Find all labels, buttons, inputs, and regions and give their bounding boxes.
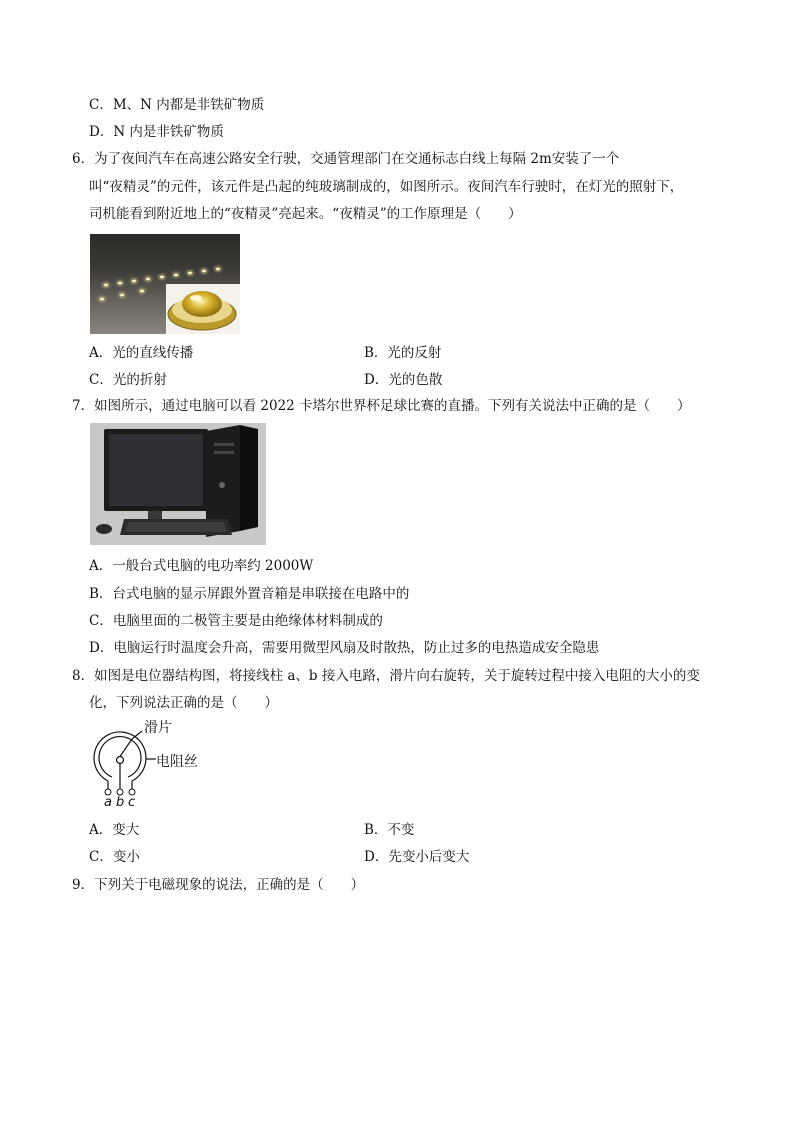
q6-option-a: A．光的直线传播 [89, 345, 194, 361]
terminal-b-label: b [116, 795, 125, 810]
q8-stem-line1: 8．如图是电位器结构图，将接线柱 a、b 接入电路，滑片向右旋转，关于旋转过程中接入电阻的大小的变 [72, 668, 700, 684]
q7-stem-line1: 7．如图所示，通过电脑可以看 2022 卡塔尔世界杯足球比赛的直播。下列有关说法中正确的是（ ） [72, 398, 691, 414]
q6-stem-line2: 叫“夜精灵”的元件，该元件是凸起的纯玻璃制成的，如图所示。夜间汽车行驶时，在灯光的照射下， [89, 179, 684, 195]
q6-option-d: D．光的色散 [364, 372, 443, 388]
potentiometer-diagram [90, 721, 220, 813]
q8-option-d: D．先变小后变大 [364, 849, 470, 865]
q8-option-c: C．变小 [89, 849, 140, 865]
q8-option-a: A．变大 [89, 822, 140, 838]
q6-option-b: B．光的反射 [364, 345, 442, 361]
night-road-reflector-photo [90, 234, 240, 334]
q7-option-c: C．电脑里面的二极管主要是由绝缘体材料制成的 [89, 613, 383, 629]
terminal-c-label: c [128, 795, 136, 810]
q9-stem-line1: 9．下列关于电磁现象的说法，正确的是（ ） [72, 877, 365, 893]
q6-stem-line1: 6．为了夜间汽车在高速公路安全行驶，交通管理部门在交通标志白线上每隔 2m安装了一个 [72, 151, 620, 167]
slider-label: 滑片 [144, 720, 172, 736]
q7-option-a: A．一般台式电脑的电功率约 2000W [89, 558, 314, 574]
q6-stem-line3: 司机能看到附近地上的“夜精灵”亮起来。“夜精灵”的工作原理是（ ） [89, 206, 522, 222]
resistance-wire-label: 电阻丝 [156, 754, 198, 770]
q5-option-c: C．M、N 内都是非铁矿物质 [89, 97, 265, 113]
reflector-stud-icon [90, 234, 240, 334]
q5-option-d: D．N 内是非铁矿物质 [89, 124, 224, 140]
q8-option-b: B．不变 [364, 822, 415, 838]
terminal-a-label: a [104, 795, 112, 810]
q7-option-d: D．电脑运行时温度会升高，需要用微型风扇及时散热，防止过多的电热造成安全隐患 [89, 640, 600, 656]
desktop-computer-icon [90, 423, 266, 545]
q7-option-b: B．台式电脑的显示屏跟外置音箱是串联接在电路中的 [89, 586, 410, 602]
q8-stem-line2: 化，下列说法正确的是（ ） [89, 695, 278, 711]
q6-option-c: C．光的折射 [89, 372, 167, 388]
desktop-computer-photo [90, 423, 266, 545]
